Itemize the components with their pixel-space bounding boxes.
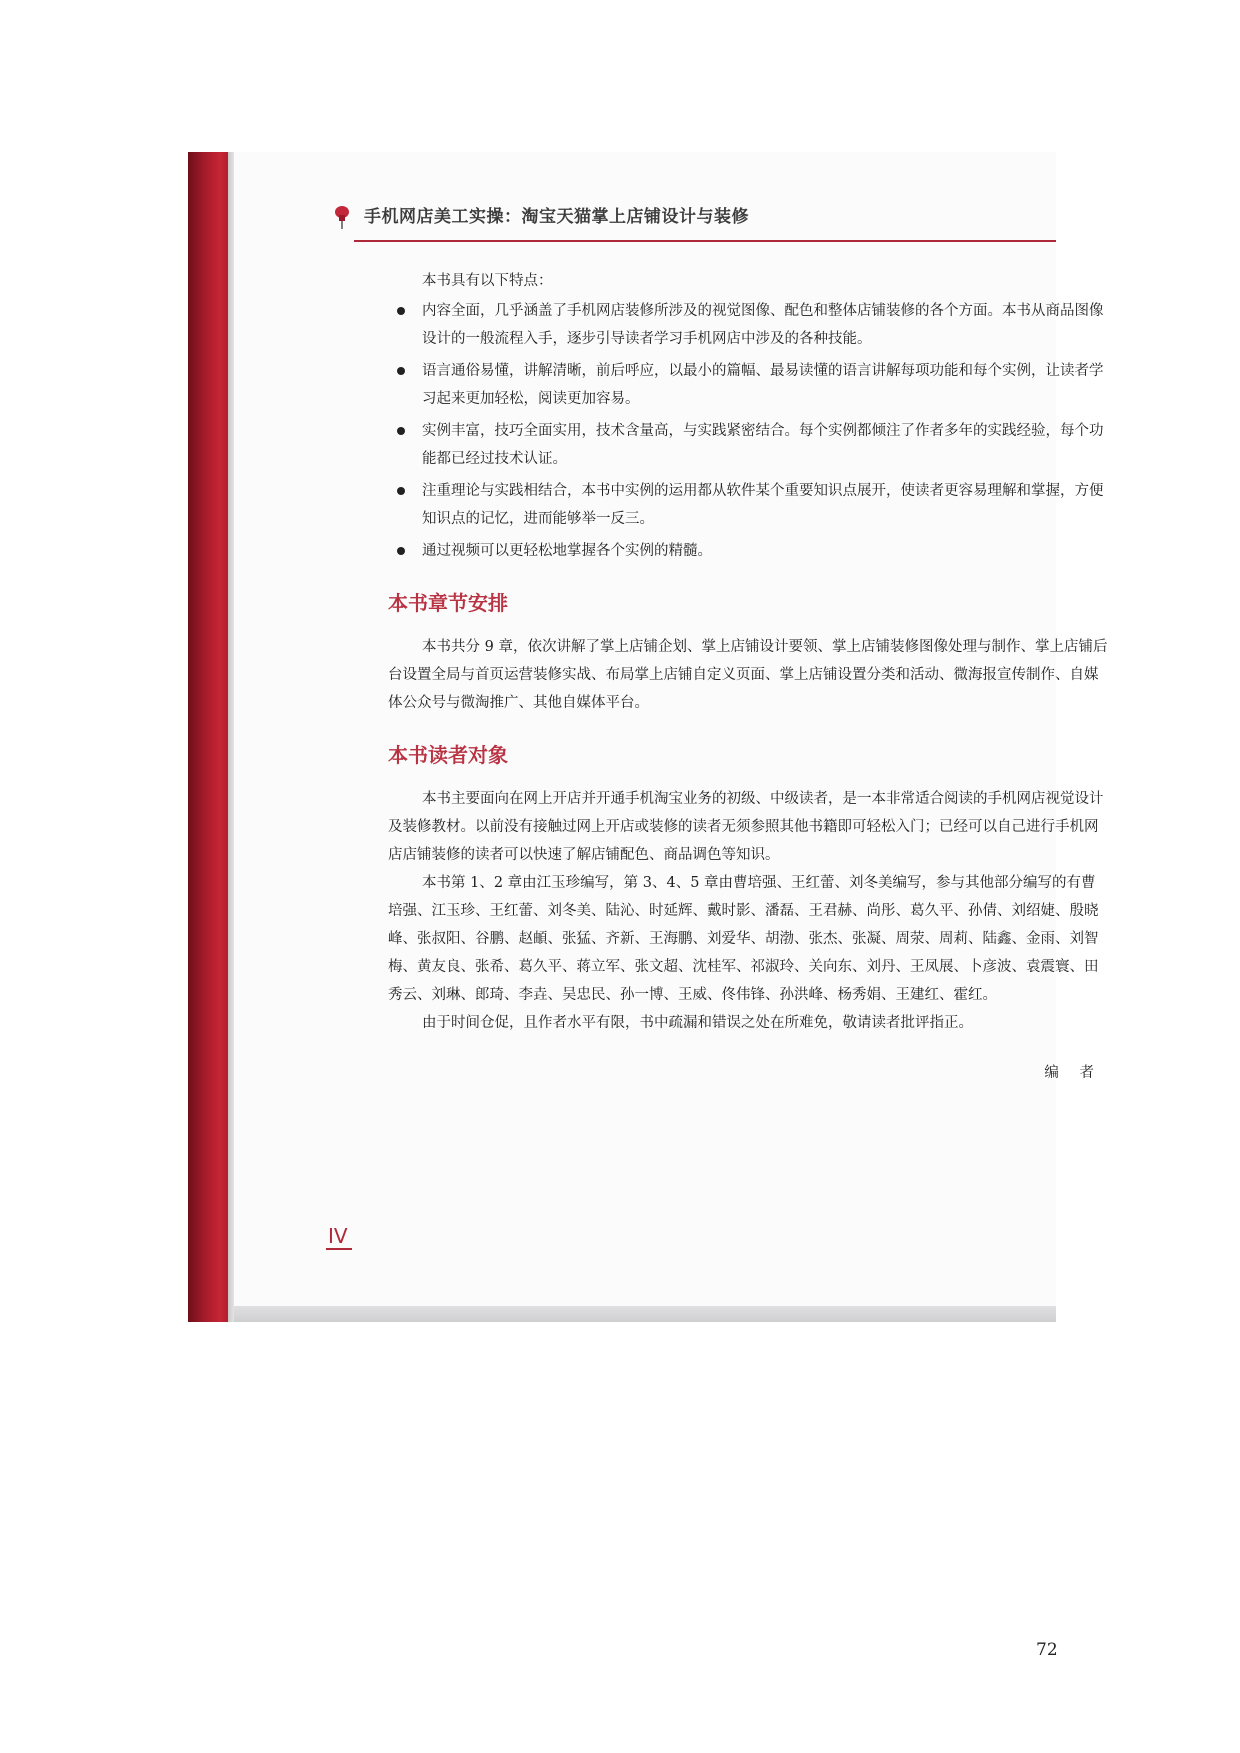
feature-text: 通过视频可以更轻松地掌握各个实例的精髓。 — [422, 543, 712, 559]
feature-item — [388, 417, 1108, 473]
running-header-title: 手机网店美工实操：淘宝天猫掌上店铺设计与装修 — [364, 207, 749, 227]
bullet-icon — [397, 367, 405, 375]
features-list — [388, 297, 1108, 565]
scan-bottom-edge — [234, 1306, 1056, 1322]
feature-text: 内容全面，几乎涵盖了手机网店装修所涉及的视觉图像、配色和整体店铺装修的各个方面。本书从商品图像设计的一般流程入手，逐步引导读者学习手机网店中涉及的各种技能。 — [422, 303, 1104, 347]
feature-item — [388, 357, 1108, 413]
book-spine — [188, 152, 228, 1322]
section-heading-readers: 本书读者对象 — [388, 743, 508, 767]
closing-paragraph: 由于时间仓促，且作者水平有限，书中疏漏和错误之处在所难免，敬请读者批评指正。 — [422, 1015, 973, 1031]
feature-item — [388, 297, 1108, 353]
roman-page-number: IV — [326, 1224, 352, 1250]
book-paper — [234, 152, 1108, 1306]
feature-text: 语言通俗易懂，讲解清晰，前后呼应，以最小的篇幅、最易读懂的语言讲解每项功能和每个实例，让读者学习起来更加轻松，阅读更加容易。 — [422, 363, 1104, 407]
features-intro: 本书具有以下特点： — [422, 273, 553, 289]
bullet-icon — [397, 487, 405, 495]
bullet-icon — [397, 547, 405, 555]
pushpin-icon — [332, 204, 352, 230]
running-header — [354, 200, 1056, 242]
authors-paragraph: 本书第 1、2 章由江玉珍编写，第 3、4、5 章由曹培强、王红蕾、刘冬美编写，参与其他部分编写的有曹培强、江玉珍、王红蕾、刘冬美、陆沁、时延辉、戴时影、潘磊、王君赫、尚彤、葛久平、孙倩、刘绍婕、殷晓峰、张叔阳、谷鹏、赵頔、张猛、齐新、王海鹏、刘爱华、胡渤、张杰、张凝、周荥、周莉、陆鑫、金雨、刘智梅、黄友良、张希、葛久平、蒋立军、张文超、沈桂军、祁淑玲、关向东、刘丹、王凤展、卜彦波、袁震寰、田秀云、刘琳、郎琦、李垚、吴忠民、孙一博、王威、佟伟锋、孙洪峰、杨秀娟、王建红、霍红。 — [388, 875, 1099, 1003]
feature-item — [388, 477, 1108, 533]
readers-paragraph: 本书主要面向在网上开店并开通手机淘宝业务的初级、中级读者，是一本非常适合阅读的手机网店视觉设计及装修教材。以前没有接触过网上开店或装修的读者无须参照其他书籍即可轻松入门；已经可以自己进行手机网店店铺装修的读者可以快速了解店铺配色、商品调色等知识。 — [388, 791, 1104, 863]
feature-text: 注重理论与实践相结合，本书中实例的运用都从软件某个重要知识点展开，使读者更容易理解和掌握，方便知识点的记忆，进而能够举一反三。 — [422, 483, 1104, 527]
bullet-icon — [397, 427, 405, 435]
editor-signature: 编 者 — [1044, 1065, 1102, 1081]
feature-item — [388, 537, 1108, 565]
document-page-number: 72 — [1036, 1640, 1058, 1660]
scanned-book-page — [188, 152, 1108, 1322]
section-heading-chapters: 本书章节安排 — [388, 591, 508, 615]
feature-text: 实例丰富，技巧全面实用，技术含量高，与实践紧密结合。每个实例都倾注了作者多年的实践经验，每个功能都已经过技术认证。 — [422, 423, 1104, 467]
chapters-paragraph: 本书共分 9 章，依次讲解了掌上店铺企划、掌上店铺设计要领、掌上店铺装修图像处理与制作、掌上店铺后台设置全局与首页运营装修实战、布局掌上店铺自定义页面、掌上店铺设置分类和活动、微海报宣传制作、自媒体公众号与微淘推广、其他自媒体平台。 — [388, 639, 1108, 711]
page-content — [388, 267, 1108, 1087]
bullet-icon — [397, 307, 405, 315]
